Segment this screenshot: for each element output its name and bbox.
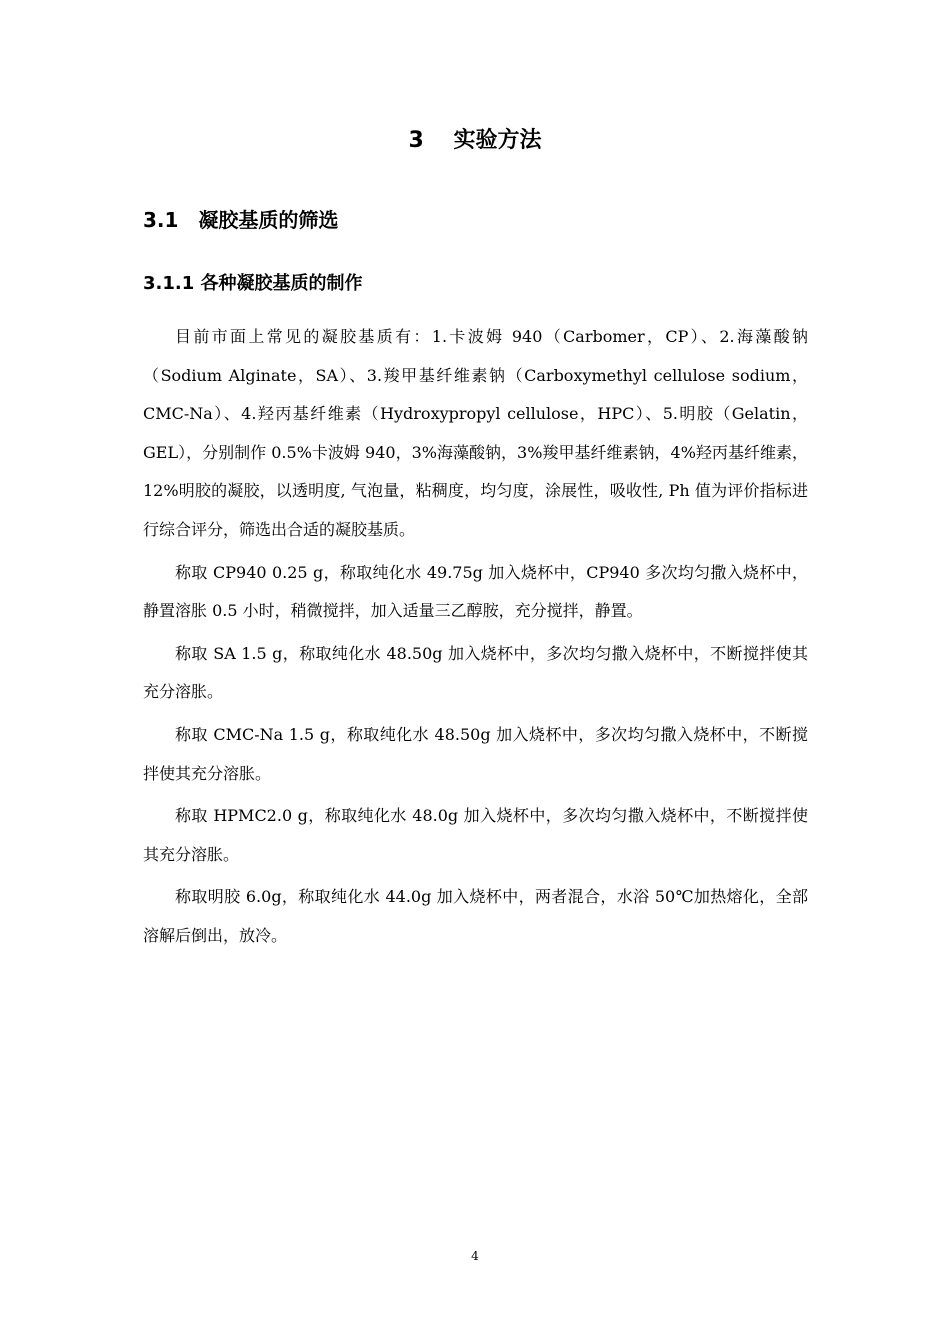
paragraph-cp940-preparation: 称取 CP940 0.25 g，称取纯化水 49.75g 加入烧杯中，CP940 多次均匀撒入烧杯中，静置溶胀 0.5 小时，稍微搅拌，加入适量三乙醇胺，充分搅拌，静置。	[143, 562, 808, 621]
subsection-title: 3.1.1 各种凝胶基质的制作	[143, 273, 363, 294]
section-title: 3.1 凝胶基质的筛选	[143, 208, 339, 232]
paragraph-gelatin-preparation: 称取明胶 6.0g，称取纯化水 44.0g 加入烧杯中，两者混合，水浴 50℃加热熔化，全部溶解后倒出，放冷。	[143, 887, 808, 945]
paragraph-gel-matrix-overview: 目前市面上常见的凝胶基质有：1.卡波姆 940（Carbomer，CP）、2.海藻酸钠（Sodium Alginate，SA）、3.羧甲基纤维素钠（Carboxymethyl cellulose sodium，CMC-Na）、4.羟丙基纤维素（Hydroxypropyl cellulose，HPC）、5.明胶（Gelatin，GEL），分别制作 0.5%卡波姆 940，3%海藻酸钠，3%羧甲基纤维素钠，4%羟丙基纤维素，12%明胶的凝胶，以透明度, 气泡量，粘稠度，均匀度，涂展性，吸收性, Ph 值为评价指标进行综合评分，筛选出合适的凝胶基质。	[143, 327, 808, 539]
chapter-title: 3 实验方法	[408, 128, 542, 153]
paragraph-cmc-na-preparation: 称取 CMC-Na 1.5 g，称取纯化水 48.50g 加入烧杯中，多次均匀撒入烧杯中，不断搅拌使其充分溶胀。	[143, 724, 808, 783]
body-text	[143, 318, 808, 960]
paragraph-sa-preparation: 称取 SA 1.5 g，称取纯化水 48.50g 加入烧杯中，多次均匀撒入烧杯中，不断搅拌使其充分溶胀。	[143, 643, 808, 702]
page-number: 4	[471, 1249, 479, 1263]
paragraph-hpmc-preparation: 称取 HPMC2.0 g，称取纯化水 48.0g 加入烧杯中，多次均匀撒入烧杯中，不断搅拌使其充分溶胀。	[143, 806, 808, 864]
